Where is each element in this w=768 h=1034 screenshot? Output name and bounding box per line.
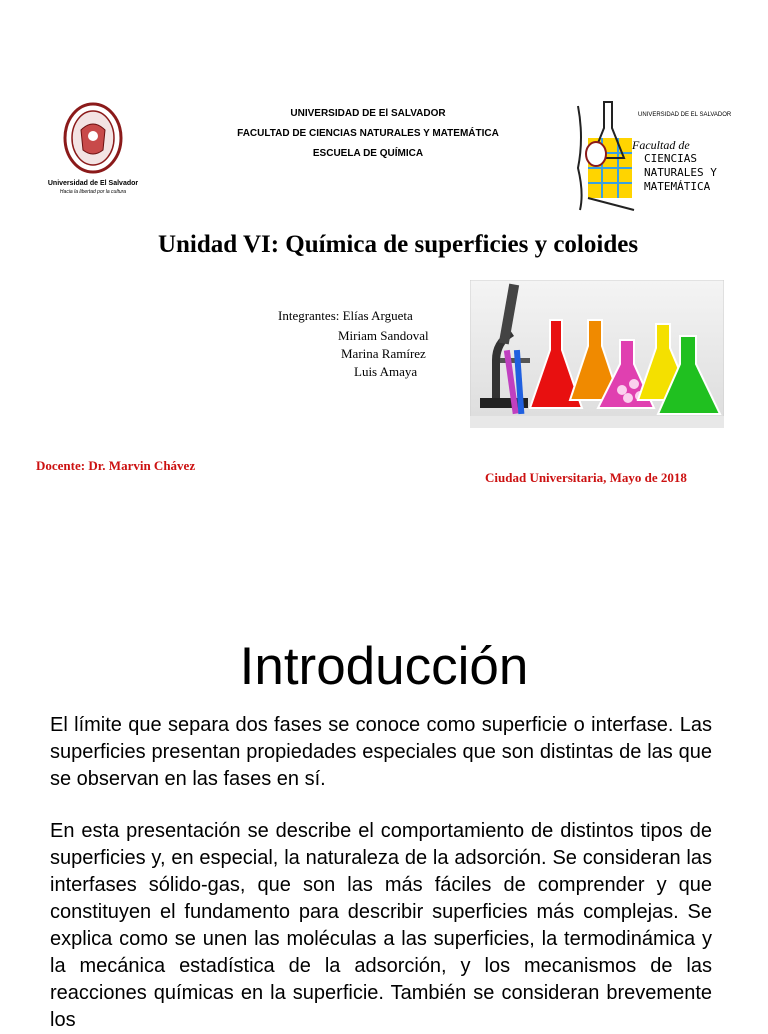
intro-paragraph-2: En esta presentación se describe el comportamiento de distintos tipos de superficies y, en especial, la naturaleza de la adsorción. Se consideran las interfases sólido-gas, que son las más fáciles de comprender y que constituyen el fundamento para describir superficies más complejas. Se explica como se unen las moléculas a las superficies, la termodinámica y la mecánica estadística de la adsorción, y los mecanismos de las reacciones químicas en la superficie. También se consideran brevemente los	[50, 820, 712, 1031]
faculty-logo-line2: NATURALES Y	[644, 166, 717, 179]
faculty-logo-line1: CIENCIAS	[644, 152, 697, 165]
intro-paragraph-1: El límite que separa dos fases se conoce como superficie o interfase. Las superficies presentan propiedades especiales que son distintas de las que se observan en las fases en sí.	[50, 714, 712, 790]
lab-flasks-image	[470, 280, 724, 428]
docente-label: Docente: Dr. Marvin Chávez	[36, 458, 196, 473]
header-university: UNIVERSIDAD DE El SALVADOR	[290, 108, 446, 119]
member-name: Miriam Sandoval	[338, 328, 429, 343]
header-school: ESCUELA DE QUÍMICA	[312, 148, 424, 159]
presentation-title: Unidad VI: Química de superficies y coloides	[157, 231, 639, 258]
member-name: Luis Amaya	[354, 364, 418, 379]
university-seal-logo	[47, 100, 139, 198]
date-location-label: Ciudad Universitaria, Mayo de 2018	[485, 470, 687, 485]
members-label-first: Integrantes: Elías Argueta	[278, 308, 413, 323]
faculty-logo-facultad: Facultad de	[632, 138, 690, 152]
seal-motto: Hacia la libertad por la cultura	[59, 189, 127, 195]
seal-caption: Universidad de El Salvador	[47, 180, 139, 187]
faculty-logo-line3: MATEMÁTICA	[644, 180, 711, 193]
member-name: Marina Ramírez	[341, 346, 426, 361]
faculty-logo-top-text: UNIVERSIDAD DE EL SALVADOR	[638, 112, 732, 118]
faculty-logo	[574, 98, 734, 214]
header-faculty: FACULTAD DE CIENCIAS NATURALES Y MATEMÁTICA	[237, 128, 499, 139]
members-list	[278, 306, 429, 382]
intro-heading: Introducción	[239, 637, 529, 696]
